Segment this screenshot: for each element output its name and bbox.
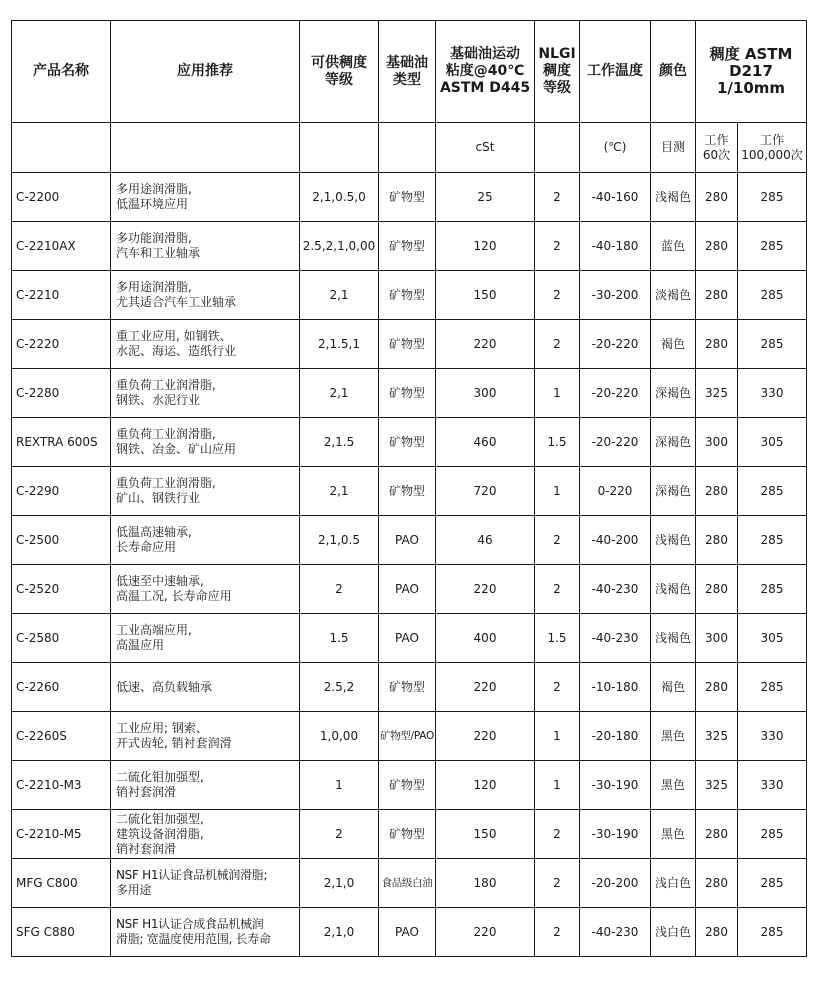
worked-100000-cell: 285 — [738, 467, 807, 516]
viscosity-cell: 220 — [436, 908, 535, 957]
unit-color: 目测 — [651, 123, 696, 173]
worked-60-cell: 280 — [696, 467, 738, 516]
table-row — [12, 859, 807, 908]
consistency-grade-cell: 2,1,0 — [300, 859, 379, 908]
header-row — [12, 21, 807, 123]
application-cell: 工业应用; 钢索、 开式齿轮, 销衬套润滑 — [111, 712, 300, 761]
nlgi-cell: 2 — [535, 810, 580, 859]
color-cell: 褐色 — [651, 320, 696, 369]
consistency-grade-cell: 2,1,0 — [300, 908, 379, 957]
application-cell: 重工业应用, 如钢铁、 水泥、海运、造纸行业 — [111, 320, 300, 369]
color-cell: 浅褐色 — [651, 614, 696, 663]
viscosity-cell: 46 — [436, 516, 535, 565]
application-cell: 低速至中速轴承, 高温工况, 长寿命应用 — [111, 565, 300, 614]
worked-60-cell: 280 — [696, 516, 738, 565]
worked-100000-cell: 330 — [738, 369, 807, 418]
nlgi-cell: 1 — [535, 712, 580, 761]
viscosity-cell: 220 — [436, 565, 535, 614]
temperature-cell: -40-200 — [580, 516, 651, 565]
unit-work-100000: 工作 100,000次 — [738, 123, 807, 173]
viscosity-cell: 150 — [436, 271, 535, 320]
viscosity-cell: 220 — [436, 320, 535, 369]
product-name-cell: C-2210AX — [12, 222, 111, 271]
application-cell: 多用途润滑脂, 尤其适合汽车工业轴承 — [111, 271, 300, 320]
consistency-grade-cell: 1.5 — [300, 614, 379, 663]
worked-100000-cell: 285 — [738, 859, 807, 908]
product-name-cell: C-2200 — [12, 173, 111, 222]
consistency-grade-cell: 2,1,0.5 — [300, 516, 379, 565]
product-name-cell: C-2290 — [12, 467, 111, 516]
product-name-cell: C-2210-M3 — [12, 761, 111, 810]
product-name-cell: C-2520 — [12, 565, 111, 614]
color-cell: 浅白色 — [651, 908, 696, 957]
worked-60-cell: 280 — [696, 663, 738, 712]
color-cell: 浅褐色 — [651, 516, 696, 565]
worked-100000-cell: 285 — [738, 516, 807, 565]
temperature-cell: -20-180 — [580, 712, 651, 761]
worked-60-cell: 280 — [696, 173, 738, 222]
nlgi-cell: 1 — [535, 467, 580, 516]
color-cell: 浅褐色 — [651, 173, 696, 222]
application-cell: 重负荷工业润滑脂, 钢铁、水泥行业 — [111, 369, 300, 418]
header-astm: 稠度 ASTM D217 1/10mm — [696, 21, 807, 123]
consistency-grade-cell: 1,0,00 — [300, 712, 379, 761]
header-application: 应用推荐 — [111, 21, 300, 123]
application-cell: 多功能润滑脂, 汽车和工业轴承 — [111, 222, 300, 271]
base-oil-cell: 矿物型 — [379, 761, 436, 810]
table-row — [12, 614, 807, 663]
grease-spec-table-container — [11, 20, 807, 957]
header-temperature: 工作温度 — [580, 21, 651, 123]
table-row — [12, 418, 807, 467]
worked-100000-cell: 285 — [738, 222, 807, 271]
worked-60-cell: 280 — [696, 320, 738, 369]
table-row — [12, 810, 807, 859]
product-name-cell: C-2260S — [12, 712, 111, 761]
application-cell: 二硫化钼加强型, 销衬套润滑 — [111, 761, 300, 810]
color-cell: 淡褐色 — [651, 271, 696, 320]
table-row — [12, 271, 807, 320]
application-cell: 重负荷工业润滑脂, 矿山、钢铁行业 — [111, 467, 300, 516]
consistency-grade-cell: 2,1.5 — [300, 418, 379, 467]
application-cell: 工业高端应用, 高温应用 — [111, 614, 300, 663]
worked-60-cell: 280 — [696, 271, 738, 320]
viscosity-cell: 460 — [436, 418, 535, 467]
worked-60-cell: 300 — [696, 418, 738, 467]
header-base-oil: 基础油 类型 — [379, 21, 436, 123]
viscosity-cell: 25 — [436, 173, 535, 222]
consistency-grade-cell: 2 — [300, 565, 379, 614]
viscosity-cell: 120 — [436, 222, 535, 271]
unit-product-empty — [12, 123, 111, 173]
header-product: 产品名称 — [12, 21, 111, 123]
consistency-grade-cell: 2.5,2 — [300, 663, 379, 712]
table-row — [12, 467, 807, 516]
temperature-cell: -40-180 — [580, 222, 651, 271]
table-row — [12, 712, 807, 761]
color-cell: 深褐色 — [651, 418, 696, 467]
temperature-cell: -40-230 — [580, 565, 651, 614]
nlgi-cell: 2 — [535, 908, 580, 957]
nlgi-cell: 2 — [535, 173, 580, 222]
worked-100000-cell: 330 — [738, 761, 807, 810]
nlgi-cell: 1 — [535, 761, 580, 810]
header-viscosity: 基础油运动 粘度@40℃ ASTM D445 — [436, 21, 535, 123]
temperature-cell: -30-200 — [580, 271, 651, 320]
worked-100000-cell: 305 — [738, 614, 807, 663]
nlgi-cell: 2 — [535, 565, 580, 614]
table-row — [12, 222, 807, 271]
color-cell: 褐色 — [651, 663, 696, 712]
worked-60-cell: 280 — [696, 810, 738, 859]
table-row — [12, 761, 807, 810]
viscosity-cell: 120 — [436, 761, 535, 810]
table-row — [12, 369, 807, 418]
worked-60-cell: 325 — [696, 712, 738, 761]
worked-60-cell: 280 — [696, 859, 738, 908]
temperature-cell: -20-220 — [580, 369, 651, 418]
consistency-grade-cell: 2 — [300, 810, 379, 859]
color-cell: 浅褐色 — [651, 565, 696, 614]
table-row — [12, 908, 807, 957]
temperature-cell: -30-190 — [580, 761, 651, 810]
viscosity-cell: 150 — [436, 810, 535, 859]
unit-temperature: (℃) — [580, 123, 651, 173]
worked-100000-cell: 285 — [738, 320, 807, 369]
product-name-cell: C-2580 — [12, 614, 111, 663]
color-cell: 蓝色 — [651, 222, 696, 271]
consistency-grade-cell: 2,1.5,1 — [300, 320, 379, 369]
table-row — [12, 663, 807, 712]
product-name-cell: C-2500 — [12, 516, 111, 565]
application-cell: NSF H1认证食品机械润滑脂; 多用途 — [111, 859, 300, 908]
nlgi-cell: 2 — [535, 320, 580, 369]
worked-100000-cell: 305 — [738, 418, 807, 467]
unit-nlgi-empty — [535, 123, 580, 173]
table-body — [12, 173, 807, 957]
temperature-cell: -20-220 — [580, 320, 651, 369]
consistency-grade-cell: 2,1,0.5,0 — [300, 173, 379, 222]
nlgi-cell: 2 — [535, 859, 580, 908]
color-cell: 浅白色 — [651, 859, 696, 908]
nlgi-cell: 2 — [535, 271, 580, 320]
viscosity-cell: 400 — [436, 614, 535, 663]
worked-60-cell: 300 — [696, 614, 738, 663]
nlgi-cell: 1 — [535, 369, 580, 418]
viscosity-cell: 720 — [436, 467, 535, 516]
unit-base-oil-empty — [379, 123, 436, 173]
unit-consistency-empty — [300, 123, 379, 173]
base-oil-cell: 矿物型/PAO — [379, 712, 436, 761]
header-color: 颜色 — [651, 21, 696, 123]
worked-100000-cell: 285 — [738, 663, 807, 712]
unit-viscosity: cSt — [436, 123, 535, 173]
grease-spec-table — [11, 20, 807, 957]
base-oil-cell: 矿物型 — [379, 810, 436, 859]
product-name-cell: C-2210-M5 — [12, 810, 111, 859]
base-oil-cell: 矿物型 — [379, 173, 436, 222]
color-cell: 黑色 — [651, 712, 696, 761]
unit-application-empty — [111, 123, 300, 173]
base-oil-cell: 矿物型 — [379, 369, 436, 418]
viscosity-cell: 300 — [436, 369, 535, 418]
base-oil-cell: PAO — [379, 908, 436, 957]
product-name-cell: MFG C800 — [12, 859, 111, 908]
nlgi-cell: 1.5 — [535, 614, 580, 663]
base-oil-cell: 矿物型 — [379, 467, 436, 516]
worked-100000-cell: 285 — [738, 565, 807, 614]
temperature-cell: -20-200 — [580, 859, 651, 908]
nlgi-cell: 2 — [535, 516, 580, 565]
product-name-cell: REXTRA 600S — [12, 418, 111, 467]
worked-60-cell: 280 — [696, 908, 738, 957]
product-name-cell: C-2210 — [12, 271, 111, 320]
worked-60-cell: 325 — [696, 369, 738, 418]
color-cell: 深褐色 — [651, 467, 696, 516]
base-oil-cell: 矿物型 — [379, 222, 436, 271]
worked-100000-cell: 330 — [738, 712, 807, 761]
temperature-cell: -40-230 — [580, 614, 651, 663]
base-oil-cell: 矿物型 — [379, 271, 436, 320]
base-oil-cell: 矿物型 — [379, 418, 436, 467]
worked-100000-cell: 285 — [738, 908, 807, 957]
base-oil-cell: 食品级白油 — [379, 859, 436, 908]
table-row — [12, 565, 807, 614]
consistency-grade-cell: 2.5,2,1,0,00 — [300, 222, 379, 271]
nlgi-cell: 1.5 — [535, 418, 580, 467]
table-row — [12, 173, 807, 222]
product-name-cell: C-2220 — [12, 320, 111, 369]
temperature-cell: -40-230 — [580, 908, 651, 957]
nlgi-cell: 2 — [535, 222, 580, 271]
consistency-grade-cell: 1 — [300, 761, 379, 810]
temperature-cell: -30-190 — [580, 810, 651, 859]
temperature-cell: -10-180 — [580, 663, 651, 712]
application-cell: 低速、高负载轴承 — [111, 663, 300, 712]
temperature-cell: -20-220 — [580, 418, 651, 467]
application-cell: 重负荷工业润滑脂, 钢铁、冶金、矿山应用 — [111, 418, 300, 467]
color-cell: 黑色 — [651, 761, 696, 810]
worked-60-cell: 325 — [696, 761, 738, 810]
temperature-cell: -40-160 — [580, 173, 651, 222]
application-cell: 多用途润滑脂, 低温环境应用 — [111, 173, 300, 222]
worked-100000-cell: 285 — [738, 173, 807, 222]
worked-60-cell: 280 — [696, 222, 738, 271]
consistency-grade-cell: 2,1 — [300, 369, 379, 418]
viscosity-cell: 220 — [436, 663, 535, 712]
product-name-cell: C-2280 — [12, 369, 111, 418]
header-nlgi: NLGI 稠度 等级 — [535, 21, 580, 123]
worked-60-cell: 280 — [696, 565, 738, 614]
table-row — [12, 320, 807, 369]
base-oil-cell: PAO — [379, 516, 436, 565]
application-cell: 二硫化钼加强型, 建筑设备润滑脂, 销衬套润滑 — [111, 810, 300, 859]
base-oil-cell: 矿物型 — [379, 663, 436, 712]
base-oil-cell: PAO — [379, 565, 436, 614]
table-row — [12, 516, 807, 565]
product-name-cell: C-2260 — [12, 663, 111, 712]
base-oil-cell: 矿物型 — [379, 320, 436, 369]
base-oil-cell: PAO — [379, 614, 436, 663]
unit-work-60: 工作 60次 — [696, 123, 738, 173]
nlgi-cell: 2 — [535, 663, 580, 712]
application-cell: 低温高速轴承, 长寿命应用 — [111, 516, 300, 565]
application-cell: NSF H1认证合成食品机械润 滑脂; 宽温度使用范围, 长寿命 — [111, 908, 300, 957]
consistency-grade-cell: 2,1 — [300, 271, 379, 320]
viscosity-cell: 220 — [436, 712, 535, 761]
consistency-grade-cell: 2,1 — [300, 467, 379, 516]
color-cell: 黑色 — [651, 810, 696, 859]
worked-100000-cell: 285 — [738, 271, 807, 320]
product-name-cell: SFG C880 — [12, 908, 111, 957]
viscosity-cell: 180 — [436, 859, 535, 908]
temperature-cell: 0-220 — [580, 467, 651, 516]
color-cell: 深褐色 — [651, 369, 696, 418]
unit-row — [12, 123, 807, 173]
worked-100000-cell: 285 — [738, 810, 807, 859]
header-consistency-grade: 可供稠度 等级 — [300, 21, 379, 123]
